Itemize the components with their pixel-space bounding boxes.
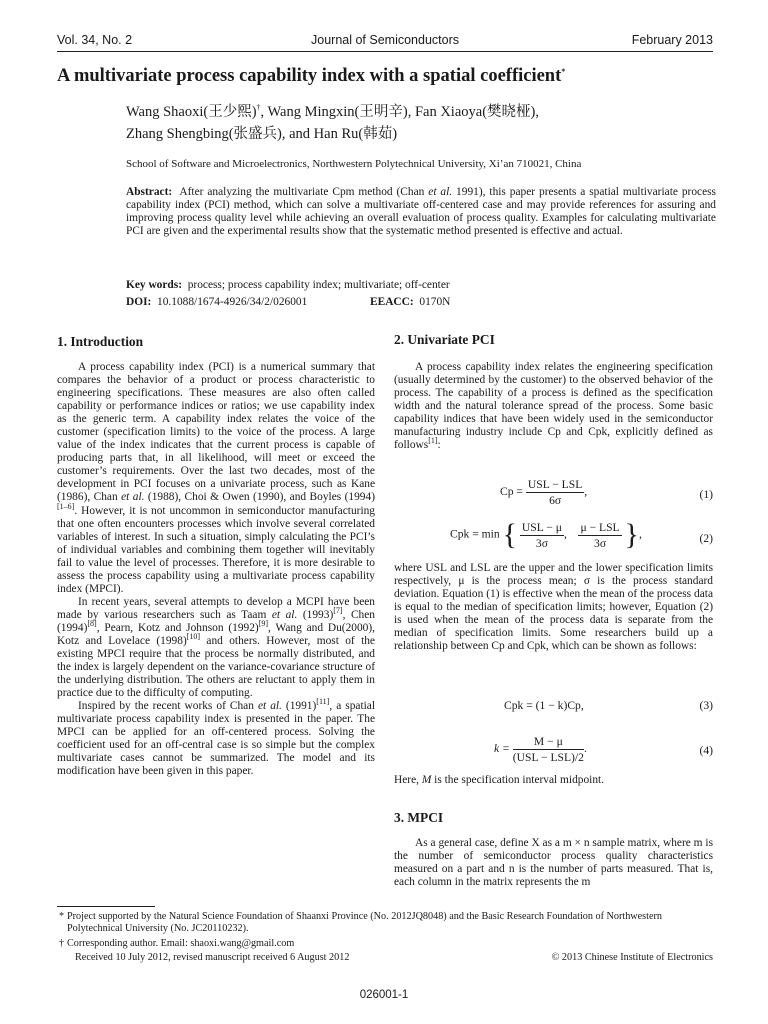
doi-line <box>126 296 716 308</box>
eeacc <box>370 296 450 308</box>
paper-title <box>57 66 713 87</box>
doi-value: 10.1088/1674-4926/34/2/026001 <box>157 296 308 308</box>
eq2-denominator-1: 3σ <box>535 536 548 550</box>
copyright-text: © 2013 Chinese Institute of Electronics <box>551 952 713 963</box>
eq1-number: (1) <box>699 488 713 501</box>
intro-p1-text-c: . However, it is not uncommon in semiconductor manufacturing that one often encounters processes which involve several correlated variables of interest. In such a situation, simply calculating the PCI’s of individual variables and combining them together will inevitably fail to value the level of processes. Therefore, it is more desirable to assess the process capability using a multivariate process capability index (MPCI). <box>57 504 375 595</box>
intro-p1-text-a: A process capability index (PCI) is a numerical summary that compares the behavior of a product or process characteristic to engineering specifications. These measures are also often called capability or performance indices or ratios; we use capability index as the generic term. A capability index relates the voice of the customer (specification limits) to the voice of the process. A large value of the index indicates that the current process is capable of producing parts that, in all likelihood, will meet or exceed the customer’s requirements. Over the last two decades, most of the development in PCI focuses on a univariate process, such as Kane (1986), Chan <box>57 361 375 504</box>
eq4-numerator: M − μ <box>513 735 584 750</box>
eq4-number: (4) <box>699 744 713 757</box>
citation: [1–6] <box>57 501 75 511</box>
section2-paragraph-1 <box>394 361 713 452</box>
mpci-p1-text: As a general case, define X as a m × n sample matrix, where m is the number of semiconductor process quality characteristics measured on a part and n is the number of parts measured. That is, each column in the matrix represents the m <box>394 837 713 889</box>
intro-p3-text-a: Inspired by the recent works of Chan <box>78 700 258 713</box>
univariate-p3-symbol: M <box>421 774 432 786</box>
running-header <box>57 31 713 49</box>
eq4-denominator: (USL − LSL)/2 <box>512 751 584 764</box>
abstract-etal: et al. <box>428 186 453 198</box>
intro-paragraph-1 <box>57 361 375 596</box>
eq1-fraction <box>526 478 584 507</box>
issue-date: February 2013 <box>631 33 713 47</box>
univariate-p2-text: where USL and LSL are the upper and the lower specification limits respectively, μ is the process mean; σ is the process standard deviation. Equation (1) is effective when the mean of the process data is equal to the median of specification limits; however, Equation (2) is used when the mean of the process data is separate from the median of specification limits. Some researchers build up a relationship between Cp and Cpk, which can be shown as follows: <box>394 562 713 653</box>
eeacc-label: EEACC: <box>370 296 414 308</box>
right-brace: } <box>624 518 639 551</box>
title-text: A multivariate process capability index with a spatial coefficient <box>57 66 562 86</box>
doi-label: DOI: <box>126 296 152 308</box>
citation: [11] <box>316 697 330 707</box>
intro-p2-text-c: , Chen (1994) <box>57 608 375 634</box>
intro-p2-etal: et al. <box>271 608 298 621</box>
footnote-mark: * <box>59 911 65 922</box>
equation-3 <box>394 699 713 717</box>
intro-p1-etal: et al. <box>121 491 145 504</box>
citation: [7] <box>333 606 343 616</box>
section1-heading: 1. Introduction <box>57 334 144 349</box>
journal-name: Journal of Semiconductors <box>311 33 459 47</box>
equation-4 <box>394 735 713 769</box>
left-column <box>57 361 375 779</box>
abstract <box>126 186 716 238</box>
keywords <box>126 279 716 291</box>
page-number: 026001-1 <box>359 989 409 1001</box>
eq2-fraction-2 <box>578 521 621 550</box>
eq1-denominator: 6σ <box>549 494 562 507</box>
title-footnote-mark: * <box>561 66 566 76</box>
eq2-denominator-2: 3σ <box>594 536 607 550</box>
eq4-fraction <box>513 735 584 764</box>
footnote-email-text: Corresponding author. Email: shaoxi.wang@gmail.com <box>67 938 295 949</box>
univariate-p3-text-a: Here, <box>394 774 422 786</box>
intro-p2-text-b: (1993) <box>297 608 334 621</box>
citation: [1] <box>428 436 438 446</box>
eq1-tail: , <box>584 485 588 499</box>
univariate-p3-text-b: is the specification interval midpoint. <box>431 774 605 786</box>
author-list <box>126 101 706 145</box>
eq4-tail: . <box>583 742 587 756</box>
eeacc-value: 0170N <box>419 296 451 308</box>
equation-1 <box>394 478 713 512</box>
intro-p3-text-b: (1991) <box>281 700 317 713</box>
eq2-fraction-1 <box>520 521 564 550</box>
left-brace: { <box>502 518 518 551</box>
eq3-number: (3) <box>699 699 713 712</box>
author-line1b: , Wang Mingxin(王明辛), Fan Xiaoya(樊晓桠), <box>260 104 539 120</box>
abstract-label: Abstract: <box>126 186 173 198</box>
received-line <box>75 952 713 964</box>
footnote-corresponding <box>59 938 713 950</box>
keywords-text: process; process capability index; multivariate; off-center <box>187 279 450 291</box>
section3-paragraph-1 <box>394 837 713 889</box>
eq4-lhs: k = <box>494 742 510 756</box>
section2-paragraph-2 <box>394 562 713 653</box>
citation: [9] <box>258 619 269 629</box>
footnote-funding <box>59 911 713 935</box>
eq2-numerator-1: USL − μ <box>521 520 562 534</box>
footnote-rule <box>57 906 155 907</box>
eq2-lhs: Cpk = min <box>450 527 500 541</box>
eq1-lhs: Cp = <box>500 485 523 499</box>
abstract-text-a: After analyzing the multivariate Cpm method (Chan <box>179 186 429 198</box>
received-text: Received 10 July 2012, revised manuscript received 6 August 2012 <box>75 952 350 963</box>
author-line1a: Wang Shaoxi(王少熙) <box>126 104 257 120</box>
eq2-numerator-2: μ − LSL <box>580 520 620 534</box>
footnote-mark: † <box>59 938 65 949</box>
affiliation: School of Software and Microelectronics, Northwestern Polytechnical University, Xi’an 710021, China <box>126 158 582 170</box>
intro-p2-text-a: In recent years, several attempts to develop a MCPI have been made by various researchers such as Taam <box>57 595 375 621</box>
univariate-p1-text: A process capability index relates the engineering specification (usually determined by the customer) to the observed behavior of the process. The capability of a process is defined as the specification width and the natural tolerance spread of the process. Some basic capability indices that have been widely used in the semiconductor manufacturing industry include Cp and Cpk, explicitly defined as follows <box>394 361 713 452</box>
intro-p1-text-b: (1988), Choi & Owen (1990), and Boyles (1994) <box>144 491 375 504</box>
eq2-tail: , <box>638 527 642 541</box>
abstract-text-b: 1991), this paper presents a spatial multivariate process capability index (PCI) method, which can solve a multivariate off-centered case and may provide references for assuring and improving process quality level while achieving an overall evaluation of process quality. Examples for calculating multivariate PCI are given and the experimental results show that the systematic method presented is effective and actual. <box>126 186 716 237</box>
section2-heading: 2. Univariate PCI <box>394 332 495 347</box>
citation: [10] <box>186 632 201 642</box>
eq1-numerator: USL − LSL <box>527 478 583 491</box>
citation: [8] <box>87 619 97 629</box>
header-rule <box>57 51 713 52</box>
volume-issue: Vol. 34, No. 2 <box>57 33 133 47</box>
intro-p3-text-c: , a spatial multivariate process capability index is presented in the paper. The MPCI can be applied for an off-centered process. Solving the coefficient used for an off-central case is so simple but the complex multivariate cases cannot be summarized. The model and its modification have been given in this paper. <box>57 700 375 778</box>
eq3-body: Cpk = (1 − k)Cp, <box>504 699 584 712</box>
section2-paragraph-3 <box>394 774 713 787</box>
intro-paragraph-2 <box>57 596 375 700</box>
footnote-funding-text: Project supported by the Natural Science Foundation of Shaanxi Province (No. 2012JQ8048) and the Basic Research Foundation of Northwestern Polytechnical University (No. JC20110232). <box>67 911 662 934</box>
intro-p2-text-f: and others. However, most of the existing MPCI require that the process be normally distributed, and the index is largely dependent on the variance-covariance structure of the underlying distribution. The others are reluctant to apply them in practice due to the difficulty of computing. <box>57 634 375 700</box>
corresponding-mark: † <box>256 103 261 113</box>
eq2-number: (2) <box>699 532 713 545</box>
author-line2: Zhang Shengbing(张盛兵), and Han Ru(韩茹) <box>126 126 398 142</box>
intro-p2-text-e: , Wang and Du(2000), Kotz and Lovelace (1998) <box>57 621 375 647</box>
keywords-label: Key words: <box>126 279 182 291</box>
univariate-p1-tail: : <box>437 439 441 452</box>
equation-2: Cpk = min { $\frac{\text{USL − μ}}{3\sigma}$ , $\frac{\text{μ − LSL}}{3\sigma}$ }, (2) <box>450 518 713 551</box>
intro-paragraph-3 <box>57 697 375 778</box>
intro-p3-etal: et al. <box>257 700 282 713</box>
section3-heading: 3. MPCI <box>394 810 444 825</box>
intro-p2-text-d: , Pearn, Kotz and Johnson (1992) <box>96 621 259 634</box>
